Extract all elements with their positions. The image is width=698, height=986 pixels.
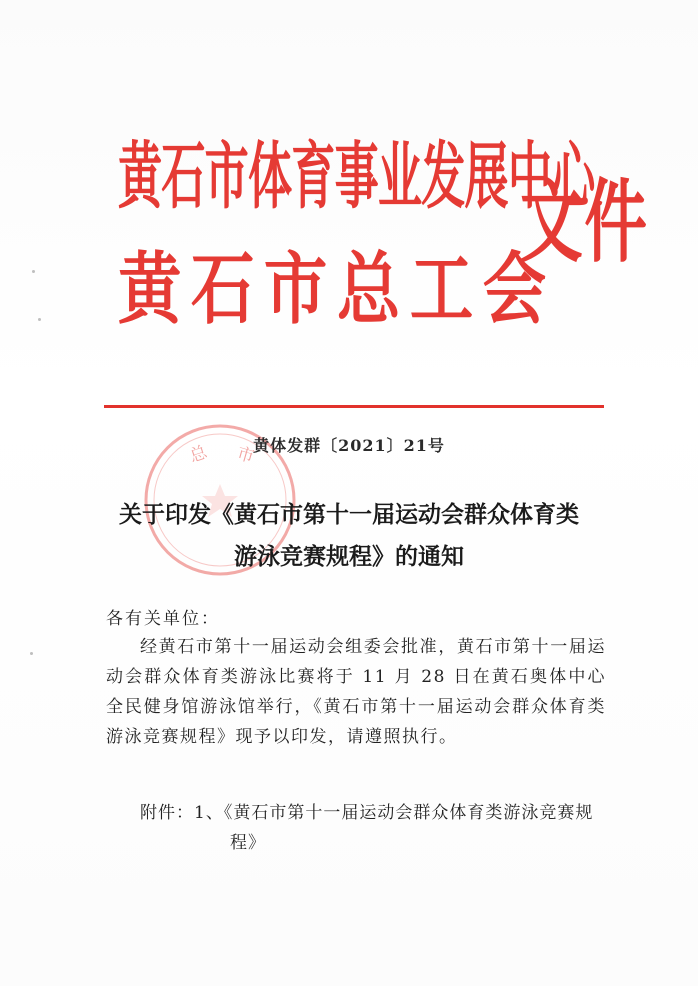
- salutation: 各有关单位：: [106, 609, 220, 629]
- title-line2: 游泳竞赛规程》的通知: [234, 543, 464, 570]
- scan-speck: [32, 270, 35, 273]
- attachment-item-line2: 程》: [230, 833, 266, 853]
- issuing-org-line2: 黄石市总工会: [118, 242, 556, 335]
- scan-speck: [38, 318, 41, 321]
- body-paragraph: 经黄石市第十一届运动会组委会批准，黄石市第十一届运动会群众体育类游泳比赛将于 11 月 28 日在黄石奥体中心全民健身馆游泳馆举行，《黄石市第十一届运动会群众体育类游泳竞赛规程》现予以印发，请遵照执行。: [106, 637, 606, 747]
- seal-text-right: 市: [234, 443, 257, 468]
- attachment-item-line1: 1、《黄石市第十一届运动会群众体育类游泳竞赛规: [194, 803, 594, 823]
- attachment-label: 附件：: [140, 803, 194, 823]
- issuing-org-line1: 黄石市体育事业发展中心: [118, 133, 595, 219]
- document-word: 文件: [520, 170, 649, 276]
- seal-text-left: 总: [187, 442, 210, 467]
- document-number: 黄体发群〔2021〕21号: [253, 436, 445, 455]
- red-separator-rule: [104, 405, 604, 408]
- masthead: [118, 133, 658, 345]
- scan-speck: [30, 652, 33, 655]
- document-title: [0, 494, 698, 578]
- attachment-block: [140, 798, 620, 858]
- title-line1: 关于印发《黄石市第十一届运动会群众体育类: [119, 501, 579, 528]
